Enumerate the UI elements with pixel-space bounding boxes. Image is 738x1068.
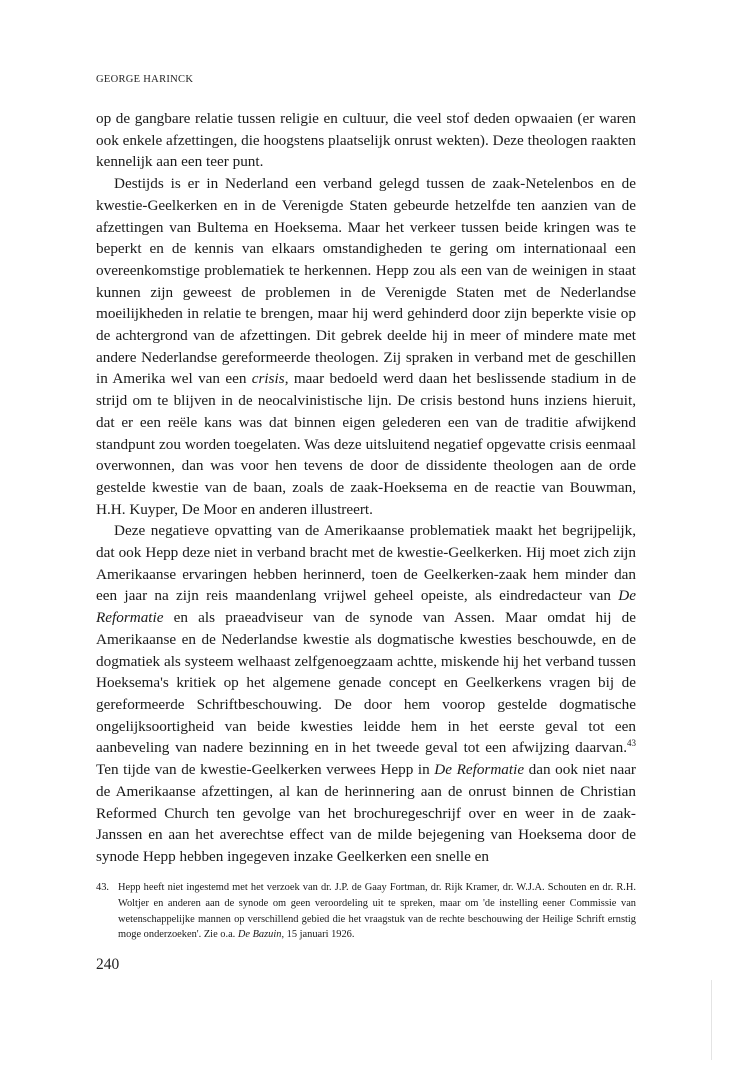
running-head: GEORGE HARINCK [96, 74, 194, 85]
paragraph-2-text-b: , maar bedoeld werd daan het beslissende stadium in de strijd om te blijven in de neocalvinistische lijn. De crisis bestond huns inziens hieruit, dat er een reële kans was dat binnen eigen gelederen een van de traditie afwijkend standpunt zou worden toegelaten. Was deze uitsluitend negatief opgevatte crisis eenmaal overwonnen, dan was voor hen tevens de door de dissidente theologen aan de orde gestelde kwestie van de baan, zoals de zaak-Hoeksema en de reactie van Bouwman, H.H. Kuyper, De Moor en anderen illustreert. [96, 370, 636, 518]
scan-edge-divider [711, 980, 712, 1060]
emphasis-de-reformatie: De Reformatie [434, 761, 525, 779]
footnote-reference[interactable]: 43 [627, 738, 636, 749]
paragraph-2-text-a: Destijds is er in Nederland een verband gelegd tussen de zaak-Netelenbos en de kwestie-Geelkerken en in de Verenigde Staten gebeurde hetzelfde ten aanzien van de afzettingen van Bultema en Hoeksema. Maar het verkeer tussen beide kringen was te beperkt en de kennis van elkaars omstandigheden te gering om internationaal een overeenkomstige problematiek te herkennen. Hepp zou als een van de weinigen in staat kunnen zijn geweest de problemen in de Verenigde Staten met de Nederlandse moeilijkheden in relatie te brengen, maar hij werd gehinderd door zijn beperkte visie op de achtergrond van de afzettingen. Dit gebrek deelde hij in meer of mindere mate met andere Nederlandse gereformeerde theologen. Zij spraken in verband met de geschillen in Amerika wel van een [96, 175, 636, 388]
paragraph-2 [96, 173, 636, 520]
footnote-text-b: , 15 januari 1926. [281, 929, 355, 941]
paragraph-1 [96, 108, 636, 173]
emphasis-de-reformatie: De Reformatie [96, 587, 636, 627]
paragraph-3-text-b: en als praeadviseur van de synode van Assen. Maar omdat hij de Amerikaanse en de Nederlandse kwestie als dogmatische kwesties beschouwde, en de dogmatiek als systeem welhaast zelfgenoegzaam achtte, miskende hij het verband tussen Hoeksema's kritiek op het algemene genade concept en Geelkerkens vragen bij de gereformeerde Schriftbeschouwing. De door hem voorop gestelde dogmatische ongelijksoortigheid van beide kwesties leidde hem in het eerste geval tot een aanbeveling van nadere bezinning en in het tweede geval tot een afwijzing daarvan. [96, 609, 636, 757]
paragraph-3-text-d: dan ook niet naar de Amerikaanse afzettingen, al kan de herinnering aan de onrust binnen de Christian Reformed Church ten gevolge van het brochuregeschrijf over en weer in de zaak-Janssen en aan het averechtse effect van de milde bejegening van Hoeksema door de synode Hepp hebben ingegeven inzake Geelkerken een snelle en [96, 761, 636, 865]
footnote [96, 880, 636, 943]
emphasis-crisis: crisis [251, 370, 285, 388]
footnote-number: 43. [96, 882, 109, 893]
footnote-text-a: Hepp heeft niet ingestemd met het verzoek van dr. J.P. de Gaay Fortman, dr. Rijk Kramer, dr. W.J.A. Schouten en dr. R.H. Woltjer en anderen aan de synode om geen veroordeling uit te spreken, maar om 'de instelling eener Commissie van wetenschappelijke mannen op verschillend gebied die het vraagstuk van de rechte beschouwing der Heilige Schrift ernstig moge onderzoeken'. Zie o.a. [118, 882, 636, 941]
body-text [96, 108, 636, 868]
paragraph-3 [96, 520, 636, 867]
footnote-text [118, 880, 636, 943]
page-number: 240 [96, 956, 120, 973]
paragraph-1-text: op de gangbare relatie tussen religie en cultuur, die veel stof deden opwaaien (er waren ook enkele afzettingen, die hoogstens plaatselijk onrust wekten). Deze theologen raakten kennelijk aan een teer punt. [96, 110, 636, 171]
emphasis-de-bazuin: De Bazuin [237, 929, 282, 941]
paragraph-3-text-c: Ten tijde van de kwestie-Geelkerken verwees Hepp in [96, 761, 435, 779]
paragraph-3-text-a: Deze negatieve opvatting van de Amerikaanse problematiek maakt het begrijpelijk, dat ook Hepp deze niet in verband bracht met de kwestie-Geelkerken. Hij moet zich zijn Amerikaanse ervaringen hebben herinnerd, toen de Geelkerken-zaak hem minder dan een jaar na zijn reis maandenlang vrijwel geheel opeiste, als eindredacteur van [96, 522, 636, 605]
